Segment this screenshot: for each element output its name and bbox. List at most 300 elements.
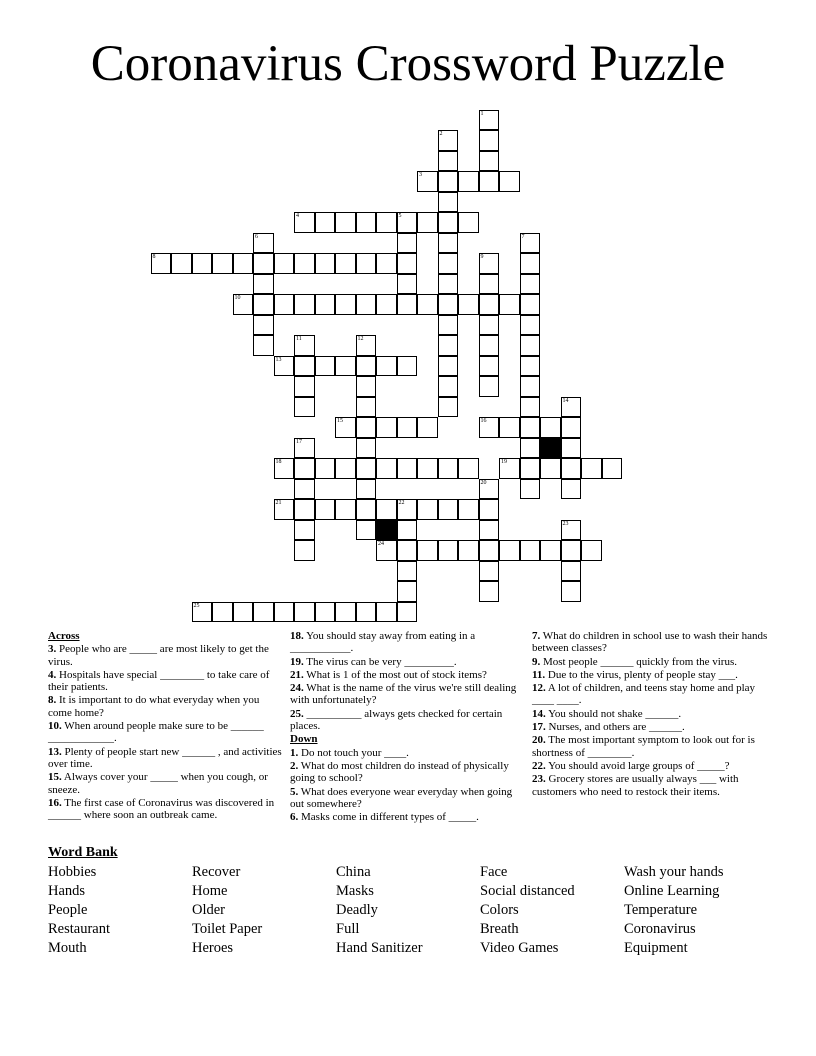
- grid-cell[interactable]: [479, 335, 500, 356]
- grid-cell[interactable]: [417, 417, 438, 438]
- clue-text: Due to the virus, plenty of people stay ___.: [545, 668, 738, 681]
- grid-cell[interactable]: [561, 540, 582, 561]
- word-bank-item: Full: [336, 921, 360, 937]
- grid-cell[interactable]: [479, 294, 500, 315]
- grid-cell[interactable]: [438, 458, 459, 479]
- grid-cell[interactable]: [438, 212, 459, 233]
- grid-cell[interactable]: [397, 581, 418, 602]
- grid-cell[interactable]: [479, 315, 500, 336]
- grid-cell[interactable]: [356, 417, 377, 438]
- down-clue: [532, 682, 768, 707]
- grid-cell[interactable]: [233, 294, 254, 315]
- clue-number: 7.: [532, 630, 541, 642]
- grid-cell[interactable]: [212, 602, 233, 623]
- grid-cell[interactable]: [458, 540, 479, 561]
- across-clue: [290, 656, 526, 668]
- grid-cell[interactable]: [438, 540, 459, 561]
- down-clue: [532, 708, 768, 720]
- grid-cell[interactable]: [294, 438, 315, 459]
- grid-cell[interactable]: [479, 110, 500, 131]
- grid-cell[interactable]: [397, 540, 418, 561]
- grid-cell[interactable]: [376, 602, 397, 623]
- word-bank-column: [192, 863, 262, 958]
- grid-cell[interactable]: [438, 376, 459, 397]
- grid-cell[interactable]: [192, 602, 213, 623]
- grid-cell[interactable]: [315, 458, 336, 479]
- clue-number: 24.: [290, 682, 304, 695]
- clue-text: What do most children do instead of physically going to school?: [290, 759, 509, 785]
- grid-cell[interactable]: [356, 212, 377, 233]
- grid-cell[interactable]: [438, 274, 459, 295]
- clue-number: 15.: [48, 771, 62, 784]
- clue-text: The first case of Coronavirus was discovered in ______ where soon an outbreak came.: [48, 796, 275, 822]
- grid-cell[interactable]: [479, 151, 500, 172]
- clue-number: 8.: [48, 694, 57, 707]
- cell-number: 16: [480, 418, 487, 424]
- grid-cell[interactable]: [602, 458, 623, 479]
- word-bank-column: [48, 863, 110, 958]
- grid-cell[interactable]: [335, 356, 356, 377]
- grid-cell[interactable]: [561, 479, 582, 500]
- clue-number: 5.: [290, 785, 299, 798]
- grid-cell[interactable]: [417, 212, 438, 233]
- across-clue: [48, 720, 284, 745]
- grid-cell[interactable]: [438, 151, 459, 172]
- word-bank-item: Restaurant: [48, 921, 111, 937]
- grid-cell[interactable]: [561, 561, 582, 582]
- clue-text: What do children in school use to wash their hands between classes?: [532, 630, 768, 655]
- across-clue: [290, 669, 526, 681]
- word-bank-item: People: [48, 902, 88, 918]
- grid-cell[interactable]: [356, 335, 377, 356]
- grid-cell[interactable]: [233, 253, 254, 274]
- grid-cell[interactable]: [294, 294, 315, 315]
- word-bank-item: Temperature: [624, 902, 698, 918]
- word-bank-item: Older: [192, 902, 226, 918]
- cell-number: 15: [337, 418, 343, 424]
- grid-cell[interactable]: [294, 376, 315, 397]
- clues-column-3: [532, 630, 768, 799]
- grid-cell[interactable]: [438, 356, 459, 377]
- cell-number: 13: [275, 356, 282, 363]
- clue-number: 21.: [290, 668, 304, 681]
- across-clue: [48, 669, 284, 694]
- grid-cell[interactable]: [581, 540, 602, 561]
- grid-cell[interactable]: [438, 499, 459, 520]
- clue-text: A lot of children, and teens stay home and play ____ ____.: [532, 682, 756, 707]
- word-bank-item: Toilet Paper: [192, 921, 263, 937]
- clue-text: Always cover your _____ when you cough, or sneeze.: [48, 771, 268, 796]
- grid-cell[interactable]: [479, 499, 500, 520]
- across-clue: [48, 694, 284, 719]
- grid-cell[interactable]: [438, 335, 459, 356]
- cell-number: 12: [357, 336, 364, 342]
- word-bank-item: China: [336, 864, 371, 880]
- down-clue: [290, 811, 526, 823]
- clue-number: 11.: [532, 668, 546, 681]
- clue-text: __________ always gets checked for certain places.: [290, 707, 503, 733]
- grid-cell[interactable]: [458, 212, 479, 233]
- grid-cell[interactable]: [253, 315, 274, 336]
- clue-number: 13.: [48, 745, 62, 758]
- grid-cell[interactable]: [274, 294, 295, 315]
- grid-cell[interactable]: [253, 335, 274, 356]
- grid-cell[interactable]: [479, 417, 500, 438]
- black-cell: [376, 520, 397, 541]
- grid-cell[interactable]: [356, 602, 377, 623]
- word-bank-column: [480, 863, 575, 958]
- word-bank-column: [336, 863, 423, 958]
- grid-cell[interactable]: [356, 499, 377, 520]
- grid-cell[interactable]: [561, 397, 582, 418]
- clue-number: 19.: [290, 655, 304, 668]
- grid-cell[interactable]: [479, 520, 500, 541]
- grid-cell[interactable]: [274, 499, 295, 520]
- grid-cell[interactable]: [315, 356, 336, 377]
- grid-cell[interactable]: [520, 479, 541, 500]
- grid-cell[interactable]: [417, 458, 438, 479]
- grid-cell[interactable]: [520, 438, 541, 459]
- grid-cell[interactable]: [438, 315, 459, 336]
- grid-cell[interactable]: [274, 458, 295, 479]
- grid-cell[interactable]: [294, 602, 315, 623]
- down-clue: [532, 734, 768, 759]
- clue-text: What does everyone wear everyday when going out somewhere?: [290, 785, 513, 810]
- down-heading: Down: [290, 733, 318, 746]
- grid-cell[interactable]: [376, 458, 397, 479]
- grid-cell[interactable]: [417, 499, 438, 520]
- cell-number: 3: [419, 172, 422, 178]
- grid-cell[interactable]: [294, 253, 315, 274]
- grid-cell[interactable]: [356, 458, 377, 479]
- grid-cell[interactable]: [397, 212, 418, 233]
- across-clue: [290, 682, 526, 707]
- grid-cell[interactable]: [274, 602, 295, 623]
- clue-number: 2.: [290, 759, 299, 772]
- clue-text: Nurses, and others are ______.: [545, 721, 685, 734]
- grid-cell[interactable]: [335, 212, 356, 233]
- grid-cell[interactable]: [335, 499, 356, 520]
- grid-cell[interactable]: [171, 253, 192, 274]
- clue-number: 20.: [532, 734, 546, 747]
- word-bank-heading: Word Bank: [48, 845, 118, 860]
- clues-column-1: [48, 630, 284, 822]
- grid-cell[interactable]: [294, 212, 315, 233]
- cell-number: 5: [398, 213, 402, 219]
- clue-number: 10.: [48, 720, 62, 733]
- grid-cell[interactable]: [335, 602, 356, 623]
- across-clue: [290, 630, 526, 655]
- grid-cell[interactable]: [253, 274, 274, 295]
- clue-number: 23.: [532, 773, 546, 786]
- clue-number: 1.: [290, 746, 299, 759]
- grid-cell[interactable]: [294, 458, 315, 479]
- grid-cell[interactable]: [294, 335, 315, 356]
- grid-cell[interactable]: [356, 376, 377, 397]
- grid-cell[interactable]: [520, 253, 541, 274]
- grid-cell[interactable]: [294, 540, 315, 561]
- grid-cell[interactable]: [315, 602, 336, 623]
- grid-cell[interactable]: [253, 233, 274, 254]
- grid-cell[interactable]: [499, 417, 520, 438]
- clue-text: You should stay away from eating in a ___________.: [290, 630, 476, 655]
- grid-cell[interactable]: [479, 376, 500, 397]
- clue-number: 12.: [532, 682, 546, 695]
- grid-cell[interactable]: [438, 192, 459, 213]
- clue-number: 6.: [290, 811, 299, 824]
- clue-number: 3.: [48, 643, 57, 656]
- grid-cell[interactable]: [294, 397, 315, 418]
- clue-number: 9.: [532, 655, 541, 668]
- cell-number: 24: [378, 541, 384, 547]
- grid-cell[interactable]: [520, 335, 541, 356]
- down-clue: [290, 747, 526, 759]
- grid-cell[interactable]: [458, 171, 479, 192]
- clue-text: What is the name of the virus we're still dealing with unfortunately?: [290, 682, 517, 707]
- grid-cell[interactable]: [376, 356, 397, 377]
- grid-cell[interactable]: [315, 253, 336, 274]
- cell-number: 7: [521, 233, 525, 240]
- down-clue: [290, 786, 526, 811]
- word-bank-item: Heroes: [192, 940, 234, 956]
- word-bank-item: Video Games: [480, 940, 559, 956]
- grid-cell[interactable]: [253, 253, 274, 274]
- page-title: Coronavirus Crossword Puzzle: [90, 36, 726, 92]
- clue-number: 22.: [532, 759, 546, 772]
- grid-cell[interactable]: [479, 171, 500, 192]
- grid-cell[interactable]: [356, 520, 377, 541]
- grid-cell[interactable]: [356, 356, 377, 377]
- cell-number: 10: [234, 295, 241, 301]
- across-heading: Across: [48, 630, 80, 642]
- grid-cell[interactable]: [294, 499, 315, 520]
- grid-cell[interactable]: [356, 397, 377, 418]
- grid-cell[interactable]: [335, 417, 356, 438]
- grid-cell[interactable]: [294, 520, 315, 541]
- grid-cell[interactable]: [438, 397, 459, 418]
- grid-cell[interactable]: [479, 356, 500, 377]
- grid-cell[interactable]: [151, 253, 172, 274]
- across-clue: [48, 797, 284, 822]
- clue-text: Masks come in different types of _____.: [298, 811, 479, 824]
- grid-cell[interactable]: [438, 130, 459, 151]
- grid-cell[interactable]: [520, 356, 541, 377]
- grid-cell[interactable]: [356, 479, 377, 500]
- word-bank-item: Masks: [336, 883, 374, 899]
- down-clue: [532, 669, 768, 681]
- grid-cell[interactable]: [479, 253, 500, 274]
- word-bank-item: Breath: [480, 921, 519, 937]
- clue-number: 17.: [532, 721, 546, 734]
- grid-cell[interactable]: [520, 233, 541, 254]
- grid-cell[interactable]: [315, 499, 336, 520]
- grid-cell[interactable]: [397, 417, 418, 438]
- cell-number: 22: [398, 500, 405, 506]
- across-clue: [48, 771, 284, 796]
- grid-cell[interactable]: [479, 581, 500, 602]
- grid-cell[interactable]: [458, 294, 479, 315]
- grid-cell[interactable]: [376, 540, 397, 561]
- clue-text: Hospitals have special ________ to take care of their patients.: [48, 668, 270, 694]
- cell-number: 4: [296, 213, 299, 219]
- grid-cell[interactable]: [561, 581, 582, 602]
- cell-number: 17: [296, 438, 302, 445]
- grid-cell[interactable]: [376, 417, 397, 438]
- cell-number: 9: [480, 254, 484, 260]
- grid-cell[interactable]: [520, 376, 541, 397]
- grid-cell[interactable]: [356, 253, 377, 274]
- word-bank-item: Face: [480, 864, 508, 880]
- grid-cell[interactable]: [479, 274, 500, 295]
- grid-cell[interactable]: [479, 561, 500, 582]
- grid-cell[interactable]: [376, 253, 397, 274]
- cell-number: 1: [480, 110, 484, 117]
- clue-number: 16.: [48, 796, 62, 809]
- cell-number: 8: [152, 254, 156, 260]
- grid-cell[interactable]: [417, 294, 438, 315]
- cell-number: 18: [275, 459, 282, 465]
- grid-cell[interactable]: [397, 253, 418, 274]
- grid-cell[interactable]: [438, 294, 459, 315]
- grid-cell[interactable]: [376, 212, 397, 233]
- grid-cell[interactable]: [499, 171, 520, 192]
- clue-number: 18.: [290, 630, 304, 642]
- grid-cell[interactable]: [253, 602, 274, 623]
- grid-cell[interactable]: [233, 602, 254, 623]
- grid-cell[interactable]: [335, 253, 356, 274]
- across-clue: [48, 746, 284, 771]
- word-bank-item: Wash your hands: [624, 864, 724, 880]
- word-bank-item: Hands: [48, 883, 86, 899]
- grid-cell[interactable]: [335, 458, 356, 479]
- grid-cell[interactable]: [397, 294, 418, 315]
- grid-cell[interactable]: [499, 294, 520, 315]
- grid-cell[interactable]: [520, 417, 541, 438]
- clue-text: You should avoid large groups of _____?: [545, 759, 730, 772]
- grid-cell[interactable]: [479, 540, 500, 561]
- grid-cell[interactable]: [561, 438, 582, 459]
- cell-number: 19: [501, 459, 507, 465]
- grid-cell[interactable]: [212, 253, 233, 274]
- grid-cell[interactable]: [315, 294, 336, 315]
- cell-number: 6: [255, 233, 258, 240]
- grid-cell[interactable]: [520, 315, 541, 336]
- grid-cell[interactable]: [540, 540, 561, 561]
- word-bank-item: Equipment: [624, 940, 688, 956]
- grid-cell[interactable]: [438, 171, 459, 192]
- grid-cell[interactable]: [520, 397, 541, 418]
- grid-cell[interactable]: [397, 233, 418, 254]
- word-bank-item: Hobbies: [48, 864, 97, 880]
- word-bank-item: Online Learning: [624, 883, 720, 899]
- grid-cell[interactable]: [397, 274, 418, 295]
- grid-cell[interactable]: [458, 458, 479, 479]
- black-cell: [540, 438, 561, 459]
- clue-text: The most important symptom to look out for is shortness of ________.: [532, 734, 755, 759]
- across-clue: [290, 708, 526, 733]
- grid-cell[interactable]: [520, 294, 541, 315]
- grid-cell[interactable]: [294, 479, 315, 500]
- grid-cell[interactable]: [376, 294, 397, 315]
- clue-text: You should not shake ______.: [545, 707, 682, 720]
- grid-cell[interactable]: [499, 458, 520, 479]
- word-bank-column: [624, 863, 724, 958]
- grid-cell[interactable]: [192, 253, 213, 274]
- down-clue: [532, 721, 768, 733]
- grid-cell[interactable]: [499, 540, 520, 561]
- grid-cell[interactable]: [397, 499, 418, 520]
- grid-cell[interactable]: [397, 356, 418, 377]
- grid-cell[interactable]: [458, 499, 479, 520]
- grid-cell[interactable]: [356, 294, 377, 315]
- clue-text: People who are _____ are most likely to get the virus.: [48, 643, 269, 668]
- clues-column-2: [290, 630, 526, 824]
- down-clue: [290, 760, 526, 785]
- word-bank-item: Mouth: [48, 940, 87, 956]
- grid-cell[interactable]: [376, 499, 397, 520]
- cell-number: 21: [275, 500, 282, 506]
- grid-cell[interactable]: [561, 458, 582, 479]
- down-clue: [532, 760, 768, 772]
- word-bank-item: Recover: [192, 864, 241, 880]
- cell-number: 2: [439, 131, 443, 137]
- grid-cell[interactable]: [294, 356, 315, 377]
- grid-cell[interactable]: [397, 602, 418, 623]
- grid-cell[interactable]: [315, 212, 336, 233]
- grid-cell[interactable]: [520, 540, 541, 561]
- grid-cell[interactable]: [581, 458, 602, 479]
- grid-cell[interactable]: [520, 274, 541, 295]
- grid-cell[interactable]: [540, 458, 561, 479]
- cell-number: 11: [296, 336, 302, 342]
- grid-cell[interactable]: [479, 130, 500, 151]
- down-clue: [532, 656, 768, 668]
- grid-cell[interactable]: [438, 233, 459, 254]
- clue-number: 14.: [532, 707, 546, 720]
- grid-cell[interactable]: [397, 520, 418, 541]
- down-clue: [532, 630, 768, 655]
- grid-cell[interactable]: [397, 561, 418, 582]
- cell-number: 23: [562, 520, 569, 527]
- grid-cell[interactable]: [479, 479, 500, 500]
- word-bank-item: Social distanced: [480, 883, 575, 899]
- grid-cell[interactable]: [417, 171, 438, 192]
- clue-text: What is 1 of the most out of stock items?: [303, 668, 487, 681]
- across-clue: [48, 643, 284, 668]
- grid-cell[interactable]: [540, 417, 561, 438]
- grid-cell[interactable]: [561, 417, 582, 438]
- grid-cell[interactable]: [417, 540, 438, 561]
- cell-number: 25: [193, 602, 200, 609]
- grid-cell[interactable]: [561, 520, 582, 541]
- grid-cell[interactable]: [356, 438, 377, 459]
- clue-text: Plenty of people start new ______ , and activities over time.: [48, 745, 282, 770]
- clue-text: When around people make sure to be ______ ____________.: [48, 720, 264, 745]
- grid-cell[interactable]: [253, 294, 274, 315]
- word-bank-item: Hand Sanitizer: [336, 940, 423, 956]
- grid-cell[interactable]: [274, 253, 295, 274]
- grid-cell[interactable]: [438, 253, 459, 274]
- grid-cell[interactable]: [274, 356, 295, 377]
- grid-cell[interactable]: [397, 458, 418, 479]
- clue-text: Grocery stores are usually always ___ with customers who need to restock their items.: [532, 773, 739, 798]
- down-clue: [532, 773, 768, 798]
- grid-cell[interactable]: [520, 458, 541, 479]
- clue-text: The virus can be very _________.: [303, 655, 457, 668]
- clue-number: 25.: [290, 707, 304, 720]
- grid-cell[interactable]: [335, 294, 356, 315]
- clue-text: It is important to do what everyday when you come home?: [48, 694, 260, 719]
